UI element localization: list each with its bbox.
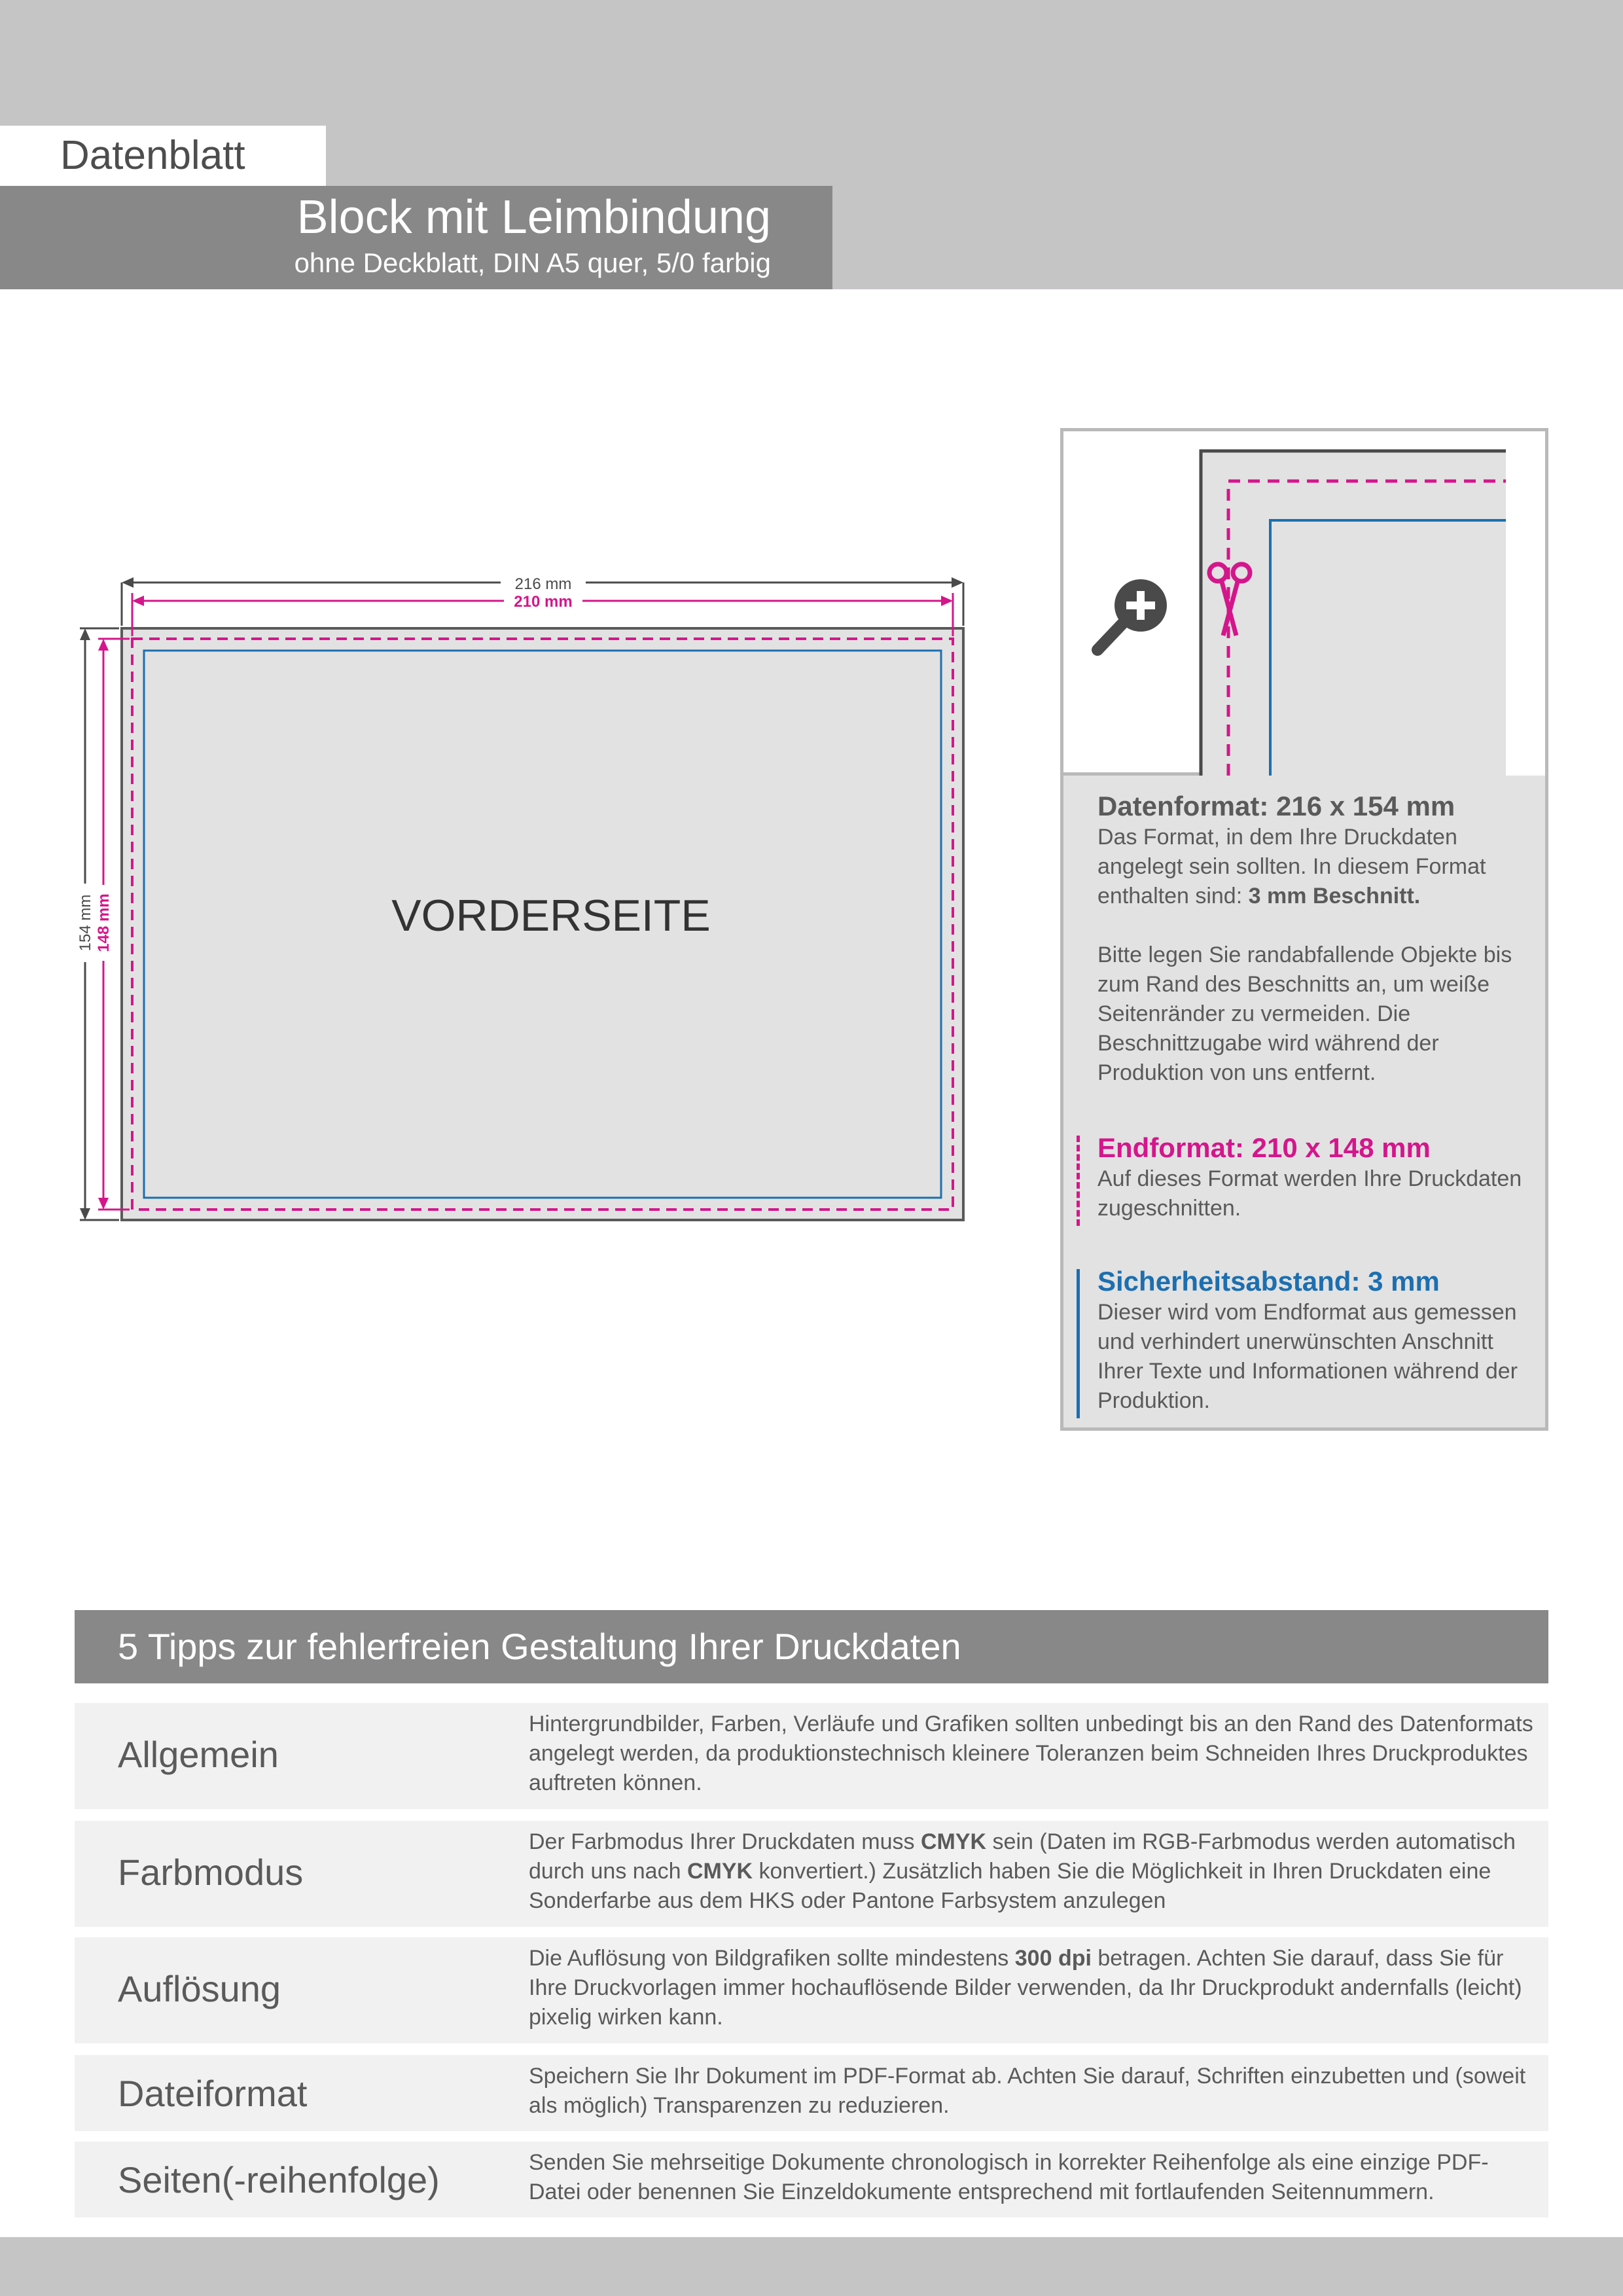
- corner-detail-area: [1201, 451, 1545, 776]
- document-type-tag: Datenblatt: [0, 126, 326, 186]
- endformat-marker: [1077, 1136, 1080, 1226]
- bottom-band: [0, 2237, 1623, 2296]
- datenformat-text-2: Bitte legen Sie randabfallende Objekte bis zum Rand des Beschnitts an, um weiße Seitenränder zu vermeiden. Die Beschnittzugabe wird während der Produktion von uns entfernt.: [1097, 942, 1512, 1085]
- endformat-heading: Endformat: 210 x 148 mm: [1097, 1132, 1431, 1163]
- arrow-head: [80, 628, 90, 640]
- tip-text: Senden Sie mehrseitige Dokumente chronologisch in korrekter Reihenfolge als eine einzige PDF-Datei oder benennen Sie Einzeldokumente entsprechend mit fortlaufenden Seitennummern.: [529, 2150, 1489, 2204]
- arrow-head: [122, 577, 134, 588]
- tip-text: Speichern Sie Ihr Dokument im PDF-Format ab. Achten Sie darauf, Schriften einzubetten und (soweit als möglich) Transparenzen zu reduzieren.: [529, 2064, 1526, 2118]
- arrow-head: [98, 1198, 109, 1210]
- tip-row-aufloesung: [75, 1937, 1548, 2043]
- zoom-detail-svg: [1063, 431, 1545, 776]
- sicherheit-text: Dieser wird vom Endformat aus gemessen und verhindert unerwünschten Anschnitt Ihrer Texte und Informationen während der Produktion.: [1097, 1300, 1518, 1413]
- tip-row-allgemein: [75, 1703, 1548, 1809]
- tip-text-part: Der Farbmodus Ihrer Druckdaten muss: [529, 1829, 921, 1854]
- endformat-text: Auf dieses Format werden Ihre Druckdaten zugeschnitten.: [1097, 1166, 1522, 1221]
- tip-text-part: sein (Daten im RGB-Farbmodus werden automatisch durch uns nach: [529, 1829, 1516, 1884]
- tip-text: [529, 1944, 1537, 2032]
- arrow-head: [941, 596, 953, 606]
- sicherheit-block: [1097, 1265, 1529, 1416]
- tip-label: Dateiformat: [118, 2073, 308, 2114]
- title-box: [0, 186, 832, 289]
- dim-label-154: 154 mm: [77, 894, 94, 952]
- tip-text-part: konvertiert.) Zusätzlich haben Sie die Möglichkeit in Ihren Druckdaten eine Sonderfarbe aus dem HKS oder Pantone Farbsystem anzulegen: [529, 1859, 1491, 1913]
- datenformat-heading: Datenformat: 216 x 154 mm: [1097, 791, 1455, 821]
- tip-row-dateiformat: [75, 2055, 1548, 2131]
- tip-row-farbmodus: [75, 1821, 1548, 1927]
- page-subtitle: ohne Deckblatt, DIN A5 quer, 5/0 farbig: [294, 247, 771, 278]
- tip-text-bold: 300 dpi: [1014, 1946, 1092, 1971]
- tip-text-bold: CMYK: [920, 1829, 987, 1854]
- sicherheit-marker: [1077, 1269, 1080, 1418]
- dim-label-216: 216 mm: [514, 575, 572, 593]
- page-title: Block mit Leimbindung: [296, 191, 771, 243]
- datenformat-text-bold: 3 mm Beschnitt.: [1248, 884, 1421, 908]
- dim-label-148: 148 mm: [95, 893, 113, 952]
- tip-text: [529, 1827, 1537, 1916]
- tip-text: Hintergrundbilder, Farben, Verläufe und Grafiken sollten unbedingt bis an den Rand des Datenformats angelegt werden, da produktionstechnisch kleinere Toleranzen beim Schneiden Ihres Druckproduktes auftreten können.: [529, 1712, 1533, 1795]
- front-side-label: VORDERSEITE: [391, 891, 711, 941]
- arrow-head: [952, 577, 963, 588]
- tip-text-part: Die Auflösung von Bildgrafiken sollte mindestens: [529, 1946, 1015, 1971]
- datenformat-text-part: Das Format, in dem Ihre Druckdaten angelegt sein sollten. In diesem Format enthalten sind:: [1097, 825, 1486, 908]
- sicherheit-heading: Sicherheitsabstand: 3 mm: [1097, 1266, 1440, 1297]
- tip-label: Seiten(-reihenfolge): [118, 2159, 440, 2200]
- arrow-head: [80, 1208, 90, 1220]
- dim-label-210: 210 mm: [514, 593, 573, 611]
- tips-heading: 5 Tipps zur fehlerfreien Gestaltung Ihrer Druckdaten: [75, 1610, 1548, 1683]
- info-panel: [1060, 428, 1548, 1431]
- zoom-detail: [1063, 431, 1545, 776]
- arrow-head: [98, 639, 109, 651]
- arrow-head: [132, 596, 144, 606]
- tip-label: Farbmodus: [118, 1852, 304, 1893]
- zoom-crop-mask: [1506, 431, 1545, 776]
- format-diagram-svg: [65, 563, 982, 1244]
- tip-text-bold: CMYK: [687, 1859, 753, 1884]
- tip-label: Auflösung: [118, 1968, 281, 2009]
- format-diagram: [65, 563, 982, 1244]
- datenformat-text: [1097, 823, 1529, 911]
- tip-text-part: betragen. Achten Sie darauf, dass Sie für Ihre Druckvorlagen immer hochauflösende Bilder verwenden, da Ihr Druckprodukt andernfalls (leicht) pixelig wirken kann.: [529, 1946, 1522, 2030]
- tip-row-seiten: [75, 2142, 1548, 2217]
- tip-label: Allgemein: [118, 1734, 279, 1775]
- endformat-block: [1097, 1132, 1529, 1223]
- datenformat-block: [1097, 790, 1529, 1088]
- magnifier-plus-icon: [1097, 579, 1167, 650]
